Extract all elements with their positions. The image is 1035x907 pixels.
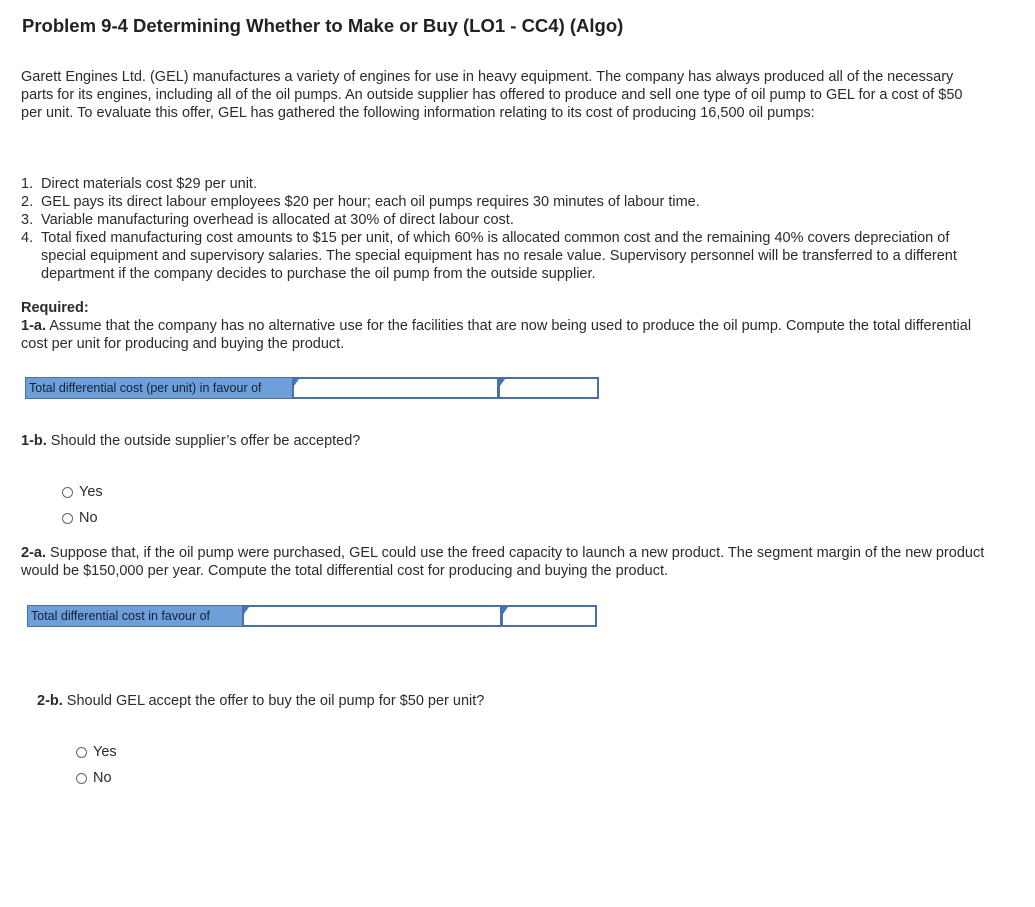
list-item-number: 4. (21, 230, 34, 246)
question-2a-text: Suppose that, if the oil pump were purchased, GEL could use the freed capacity to launch a new product. The segment margin of the new product would be $150,000 per year. Compute the total differential cost for producing and buying the product. (21, 545, 985, 579)
question-2b-text: Should GEL accept the offer to buy the oil pump for $50 per unit? (62, 693, 485, 709)
list-item-text: Direct materials cost $29 per unit. (41, 176, 257, 192)
question-2b (37, 692, 484, 710)
question-1b-label: 1-b. (21, 433, 47, 449)
dropdown-indicator-icon (294, 379, 299, 386)
answer-label-1a: Total differential cost (per unit) in favour of (25, 377, 293, 399)
dropdown-indicator-icon (244, 607, 249, 614)
radio-button[interactable] (62, 513, 73, 524)
list-item-number: 3. (21, 212, 34, 228)
radio-group-1b (62, 479, 103, 531)
radio-button[interactable] (76, 773, 87, 784)
radio-button[interactable] (62, 487, 73, 498)
question-1b-text: Should the outside supplier’s offer be accepted? (46, 433, 361, 449)
radio-option-no[interactable] (76, 765, 117, 791)
list-item (21, 211, 981, 229)
question-1a-label: 1-a. (21, 318, 46, 334)
radio-label: Yes (93, 744, 117, 760)
question-1a-text: Assume that the company has no alternative use for the facilities that are now being used to produce the oil pump. Compute the total differential cost per unit for producing and buying the product. (21, 318, 972, 352)
required-section (21, 299, 981, 353)
answer-input-2a[interactable] (502, 605, 597, 627)
input-indicator-icon (503, 607, 508, 614)
radio-option-yes[interactable] (62, 479, 103, 505)
question-1a (21, 317, 981, 353)
list-item-number: 2. (21, 194, 34, 210)
radio-label: Yes (79, 484, 103, 500)
list-item-text: Total fixed manufacturing cost amounts to $15 per unit, of which 60% is allocated common cost and the remaining 40% covers depreciation of special equipment and supervisory salaries. The special equipment has no resale value. Supervisory personnel will be transferred to a different department if the company decides to purchase the oil pump from the outside supplier. (41, 230, 957, 282)
question-1b (21, 432, 360, 450)
input-indicator-icon (500, 379, 505, 386)
question-2a-label: 2-a. (21, 545, 46, 561)
answer-dropdown-1a[interactable] (293, 377, 499, 399)
list-item-text: GEL pays its direct labour employees $20 per hour; each oil pumps requires 30 minutes of labour time. (41, 194, 700, 210)
answer-row-1a (25, 377, 599, 399)
cost-conditions-list (21, 175, 981, 283)
question-2b-label: 2-b. (37, 693, 63, 709)
required-heading: Required: (21, 300, 89, 316)
answer-row-2a (27, 605, 597, 627)
list-item-number: 1. (21, 176, 34, 192)
list-item (21, 175, 981, 193)
radio-group-2b (76, 739, 117, 791)
answer-input-1a[interactable] (499, 377, 599, 399)
answer-dropdown-2a[interactable] (243, 605, 502, 627)
radio-label: No (79, 510, 98, 526)
radio-option-no[interactable] (62, 505, 103, 531)
answer-label-2a: Total differential cost in favour of (27, 605, 243, 627)
radio-button[interactable] (76, 747, 87, 758)
list-item (21, 193, 981, 211)
radio-label: No (93, 770, 112, 786)
intro-paragraph: Garett Engines Ltd. (GEL) manufactures a variety of engines for use in heavy equipment. The company has always produced all of the necessary parts for its engines, including all of the oil pumps. An outside supplier has offered to produce and sell one type of oil pump to GEL for a cost of $50 per unit. To evaluate this offer, GEL has gathered the following information relating to its cost of producing 16,500 oil pumps: (21, 69, 963, 121)
list-item (21, 229, 981, 283)
radio-option-yes[interactable] (76, 739, 117, 765)
list-item-text: Variable manufacturing overhead is allocated at 30% of direct labour cost. (41, 212, 514, 228)
question-2a (21, 544, 1011, 580)
page-title: Problem 9-4 Determining Whether to Make or Buy (LO1 - CC4) (Algo) (22, 15, 624, 36)
